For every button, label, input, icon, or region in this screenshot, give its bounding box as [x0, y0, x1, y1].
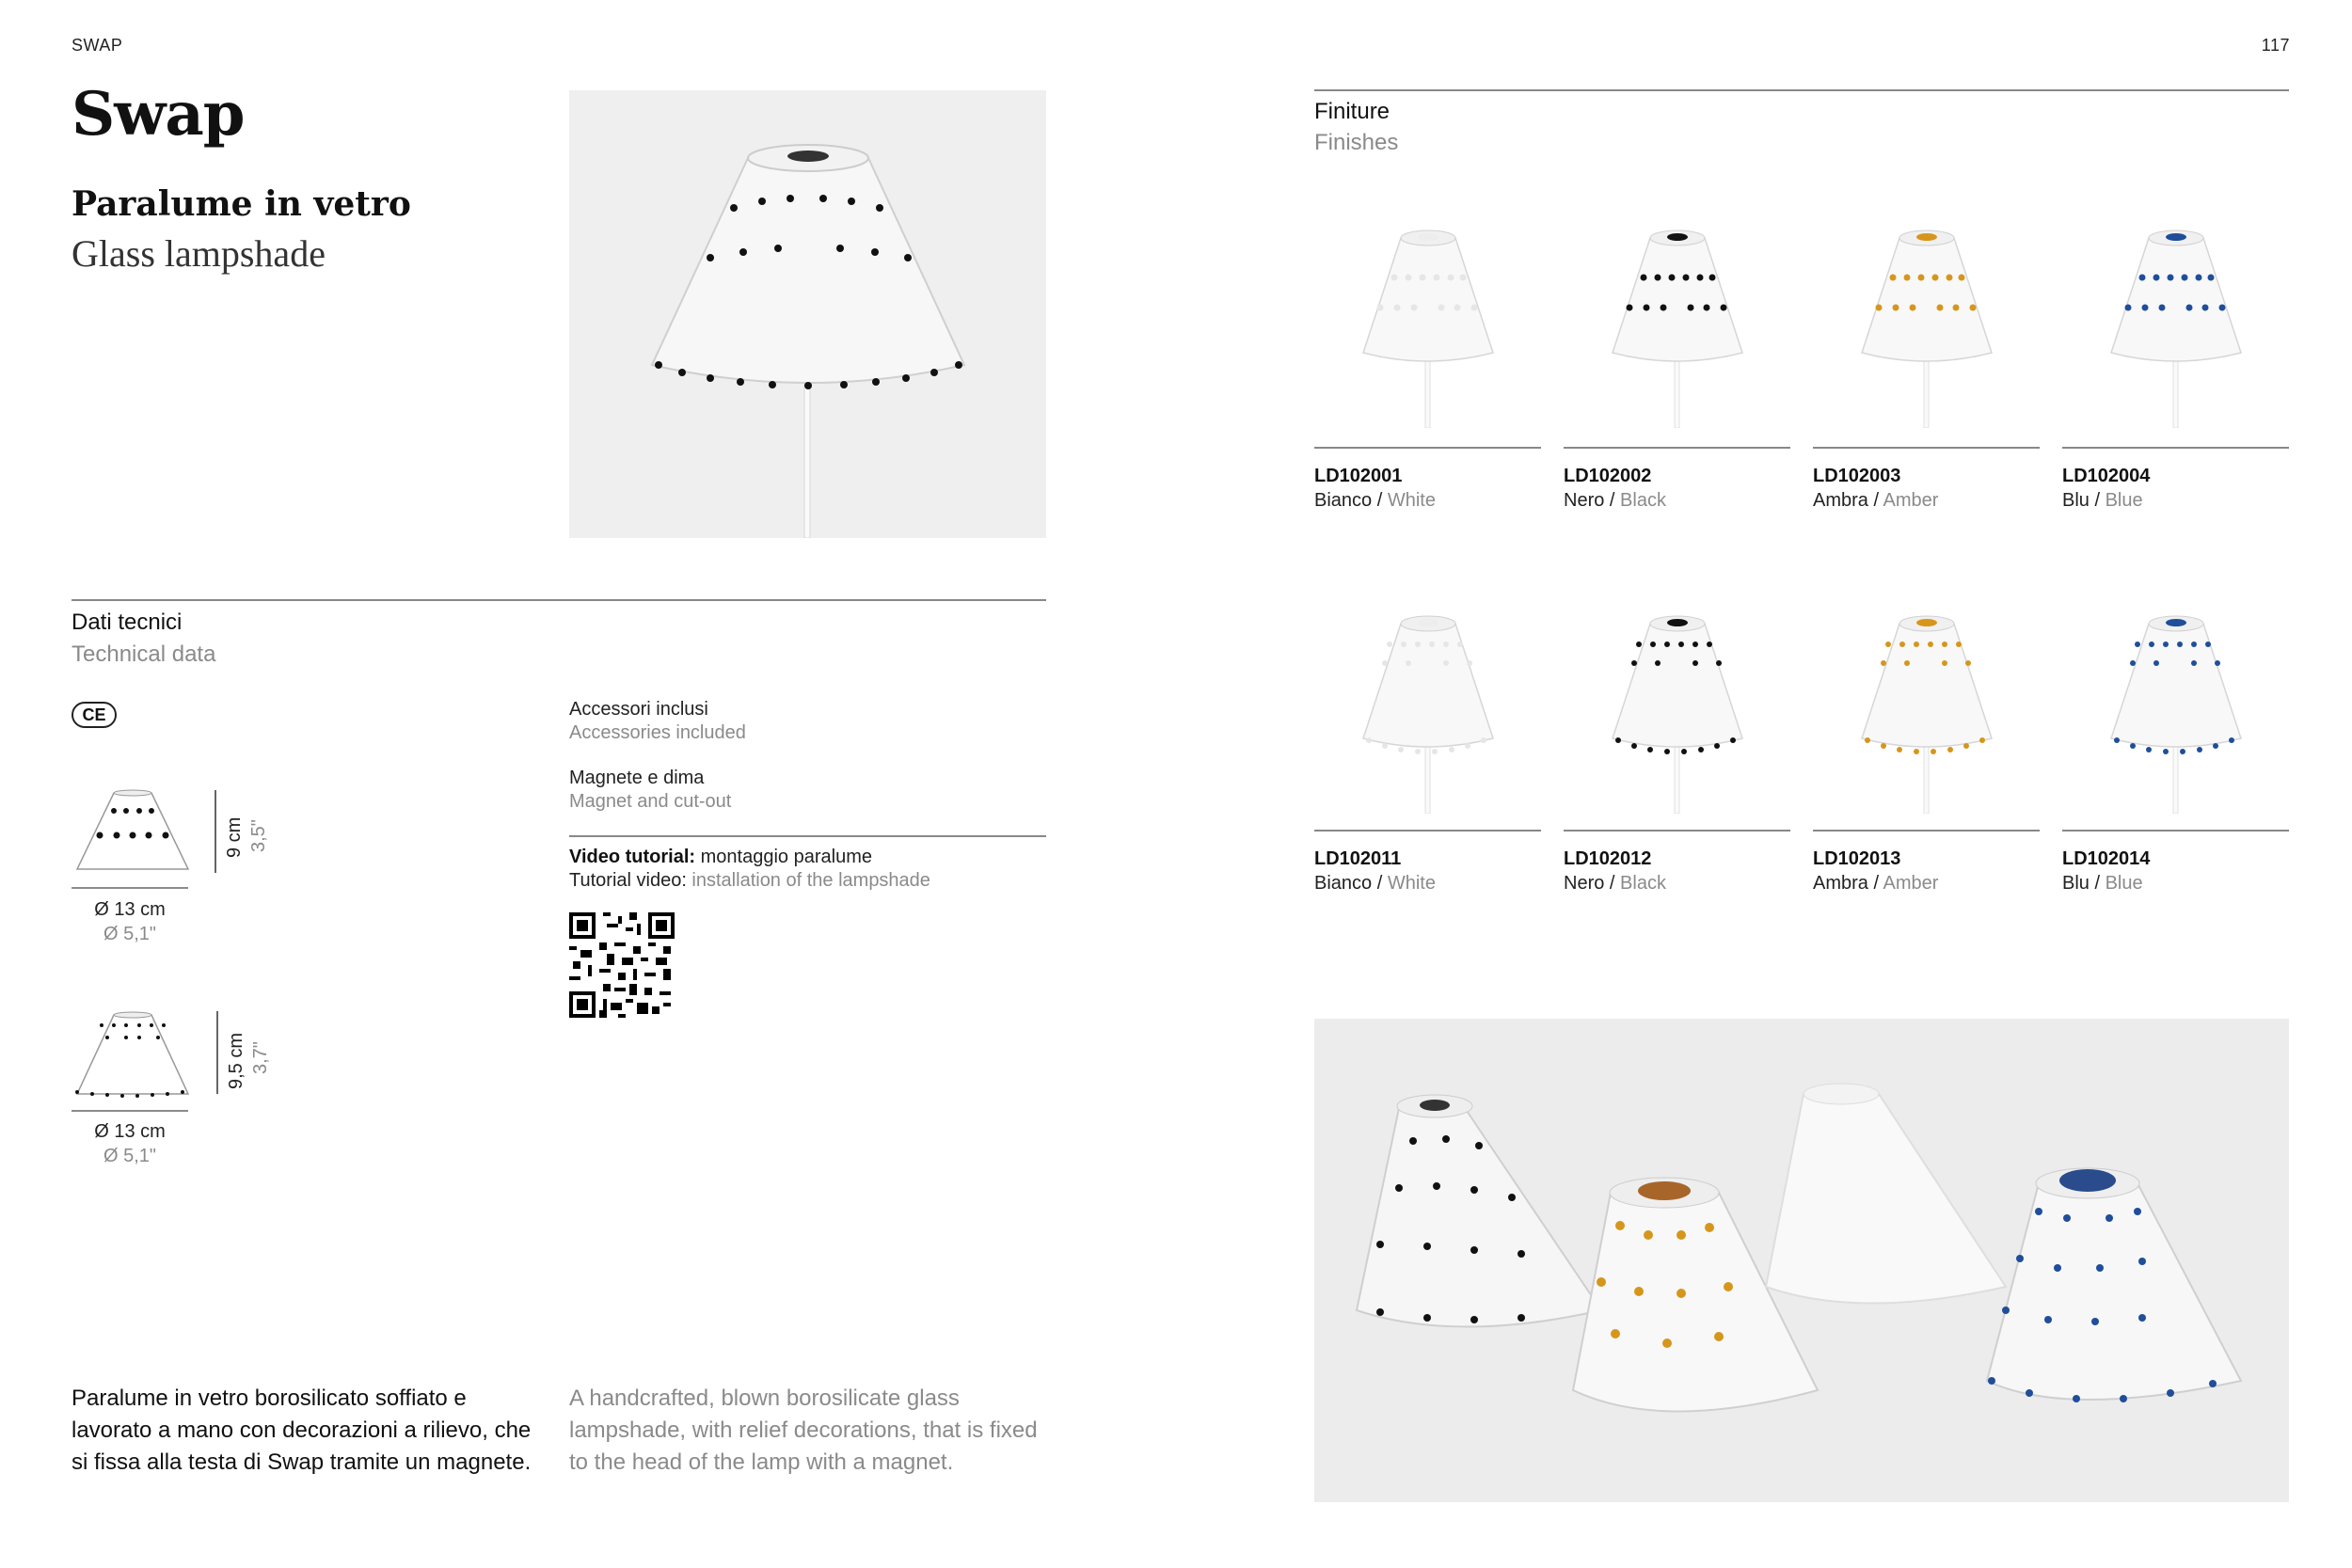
finish-code: LD102013: [1813, 848, 1901, 869]
ce-mark: CE: [72, 702, 117, 728]
divider: [72, 599, 1046, 601]
finish-name: Blu / Blue: [2062, 873, 2143, 894]
height-cm: 9,5 cm: [226, 1032, 246, 1089]
dimension-drawing-1: [72, 788, 194, 892]
video-tutorial-en: Tutorial video: installation of the lampshade: [569, 870, 930, 891]
finishes-label-en: Finishes: [1314, 130, 1399, 155]
lampshades-photo: [1314, 1019, 2289, 1502]
diameter-cm: Ø 13 cm: [94, 899, 166, 920]
lamp-photo: [569, 90, 1046, 538]
divider: [2062, 830, 2289, 832]
accessory-item-en: Magnet and cut-out: [569, 791, 732, 812]
divider: [1564, 447, 1790, 449]
diameter-in: Ø 5,1": [103, 1146, 156, 1166]
dimension-drawing-2: [72, 1011, 194, 1115]
finish-image: [1314, 597, 1541, 814]
product-name-it: Paralume in vetro: [72, 184, 411, 224]
lampshade-icon: [1813, 597, 2040, 814]
qr-code[interactable]: [569, 912, 675, 1018]
height-cm: 9 cm: [224, 816, 245, 858]
lampshade-black-illustration: [569, 90, 1046, 538]
page-number: 117: [2261, 36, 2290, 55]
finish-code: LD102014: [2062, 848, 2151, 869]
accessory-item-it: Magnete e dima: [569, 768, 705, 788]
divider: [1813, 447, 2040, 449]
height-line: [215, 790, 216, 873]
lampshade-icon: [2062, 212, 2289, 428]
description-en: A handcrafted, blown borosilicate glass lampshade, with relief decorations, that is fixed to the head of the lamp with a magnet.: [569, 1386, 1038, 1475]
finish-name: Blu / Blue: [2062, 490, 2143, 511]
finish-image: [1564, 597, 1790, 814]
technical-label-en: Technical data: [72, 641, 216, 667]
accessories-label-en: Accessories included: [569, 722, 746, 743]
finish-name: Ambra / Amber: [1813, 490, 1939, 511]
finish-image: [1314, 212, 1541, 428]
divider: [2062, 447, 2289, 449]
finish-name: Bianco / White: [1314, 873, 1436, 894]
finish-image: [1564, 212, 1790, 428]
finish-image: [1813, 212, 2040, 428]
height-in: 3,7": [250, 1041, 271, 1074]
finish-image: [1813, 597, 2040, 814]
finish-code: LD102003: [1813, 466, 1901, 486]
accessories-label-it: Accessori inclusi: [569, 699, 708, 720]
lampshade-icon: [1813, 212, 2040, 428]
finish-name: Ambra / Amber: [1813, 873, 1939, 894]
divider: [1314, 447, 1541, 449]
lampshade-icon: [1564, 212, 1790, 428]
divider: [569, 835, 1046, 837]
height-line: [216, 1011, 218, 1094]
finish-name: Nero / Black: [1564, 873, 1666, 894]
lampshade-icon: [2062, 597, 2289, 814]
page-title: Swap: [72, 79, 245, 150]
divider: [1314, 89, 2289, 91]
product-name-en: Glass lampshade: [72, 232, 326, 275]
divider: [1813, 830, 2040, 832]
finish-code: LD102004: [2062, 466, 2151, 486]
lampshade-icon: [1314, 597, 1541, 814]
finish-name: Nero / Black: [1564, 490, 1666, 511]
divider: [1564, 830, 1790, 832]
section-label: SWAP: [72, 36, 123, 55]
lampshades-group-illustration: [1314, 1019, 2289, 1502]
finish-code: LD102012: [1564, 848, 1652, 869]
finishes-label-it: Finiture: [1314, 99, 1391, 124]
finish-code: LD102002: [1564, 466, 1652, 486]
diameter-in: Ø 5,1": [103, 924, 156, 944]
diameter-cm: Ø 13 cm: [94, 1121, 166, 1142]
technical-label-it: Dati tecnici: [72, 610, 183, 635]
height-in: 3,5": [248, 819, 269, 852]
divider: [1314, 830, 1541, 832]
finish-code: LD102001: [1314, 466, 1403, 486]
finish-image: [2062, 597, 2289, 814]
finish-image: [2062, 212, 2289, 428]
finish-name: Bianco / White: [1314, 490, 1436, 511]
video-tutorial-it: Video tutorial: montaggio paralume: [569, 847, 872, 867]
lampshade-icon: [1314, 212, 1541, 428]
description-it: Paralume in vetro borosilicato soffiato e lavorato a mano con decorazioni a rilievo, che si fissa alla testa di Swap tramite un magnete.: [72, 1386, 532, 1475]
lampshade-icon: [1564, 597, 1790, 814]
finish-code: LD102011: [1314, 848, 1402, 869]
